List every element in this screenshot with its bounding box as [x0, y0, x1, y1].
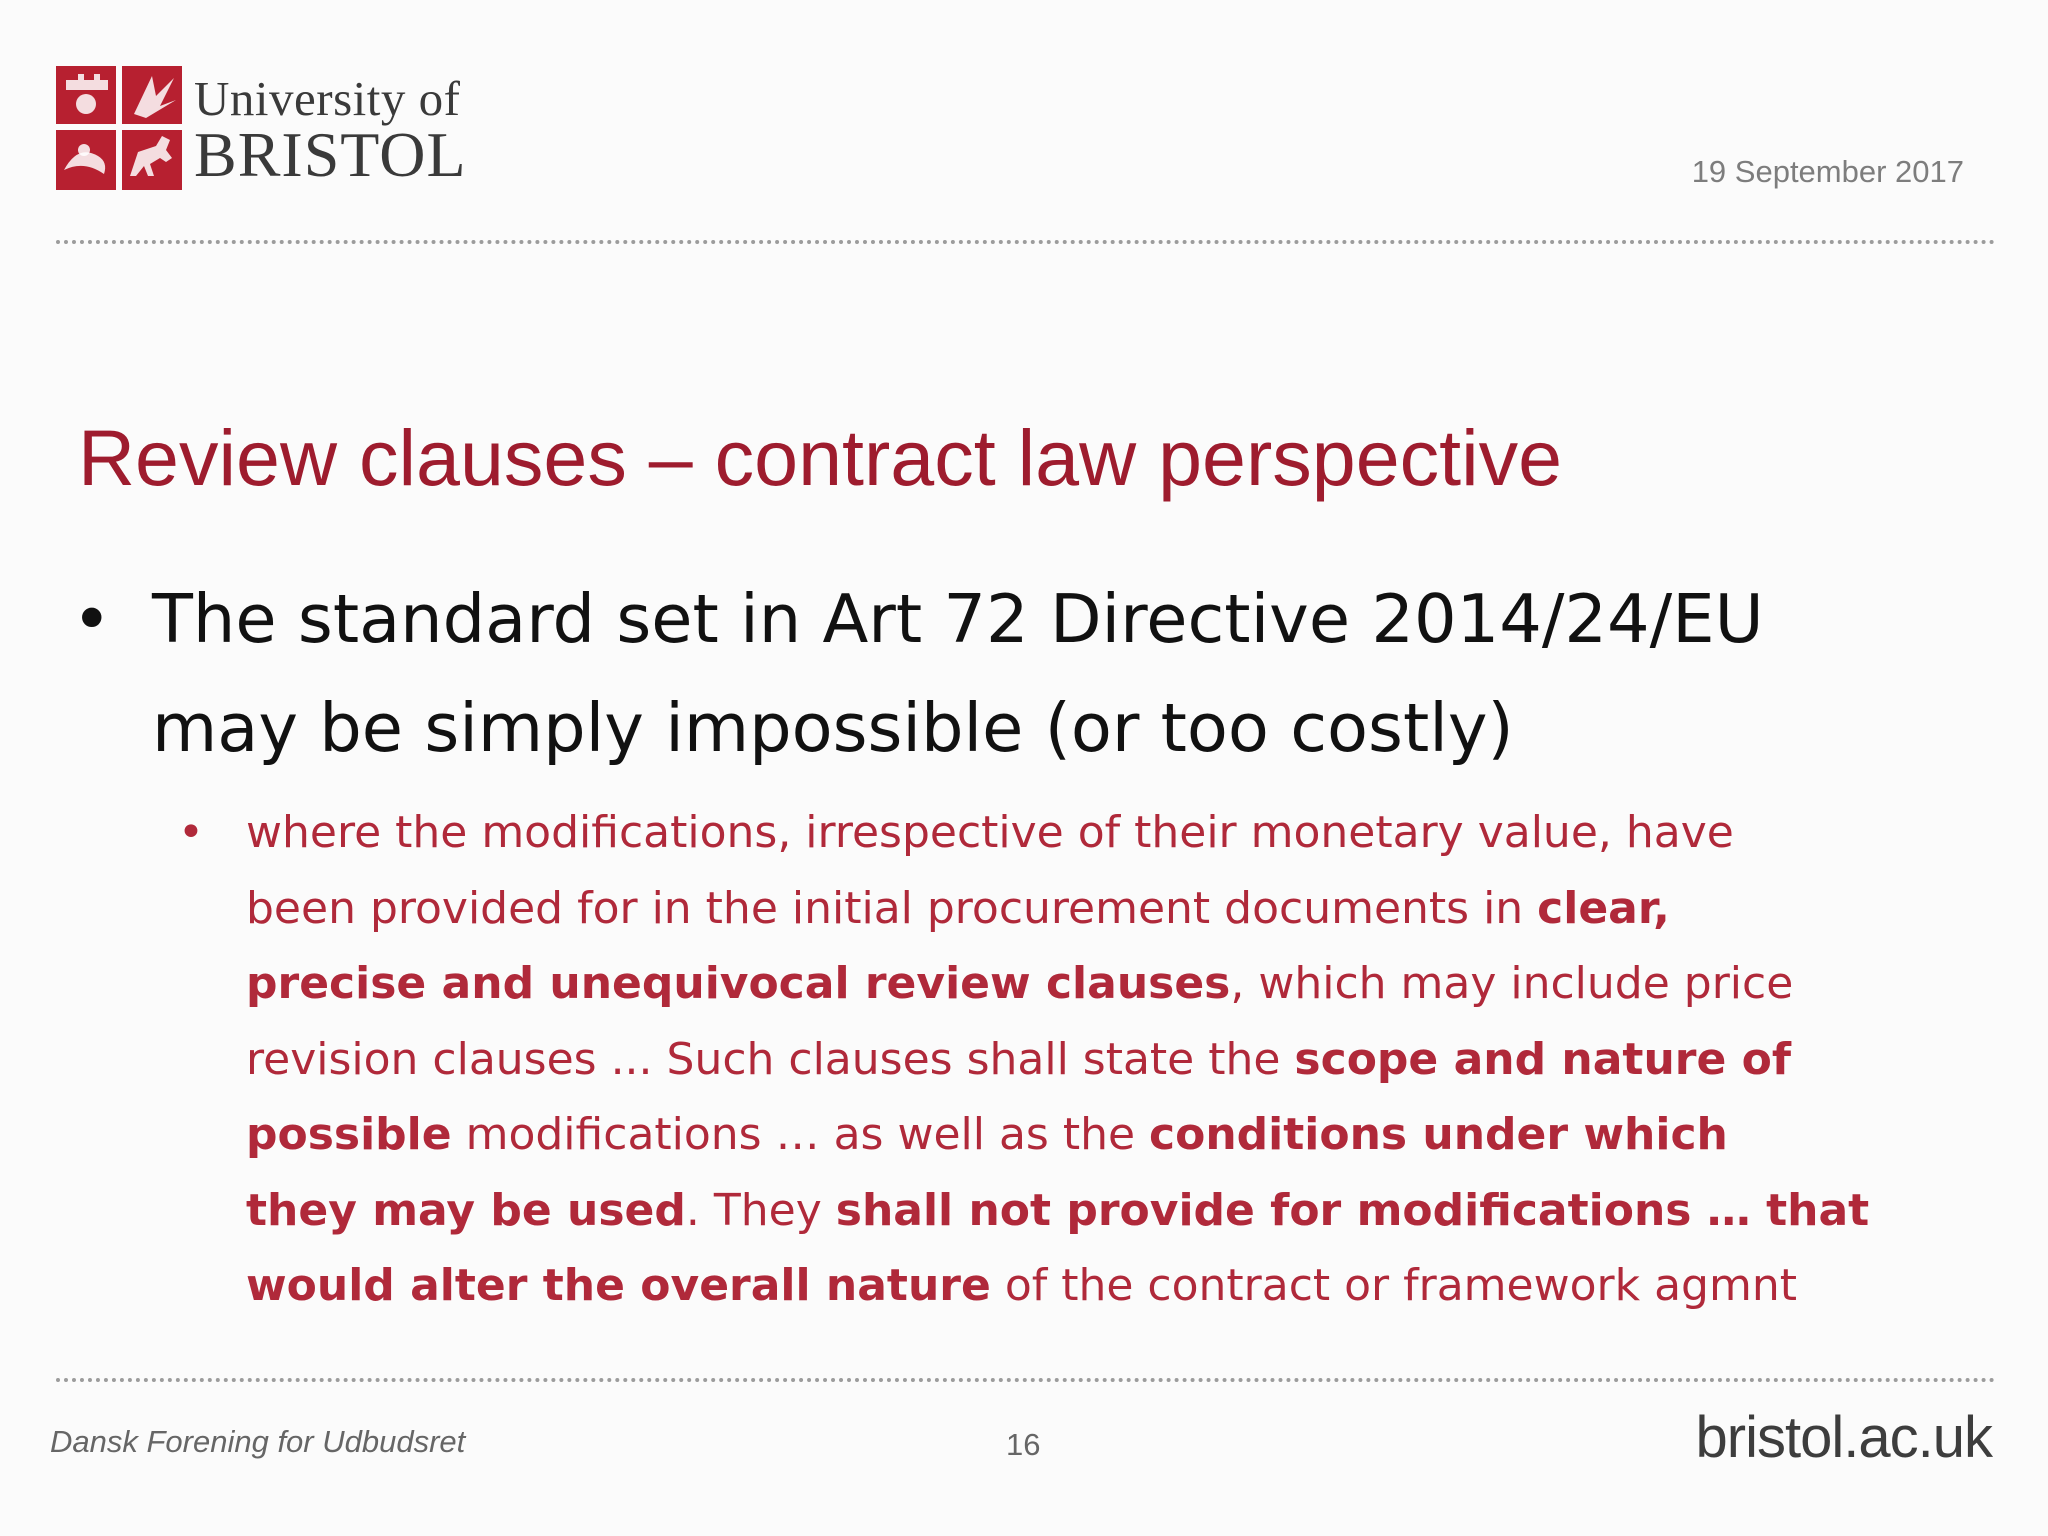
bullet-icon: •: [72, 580, 112, 658]
logo-line-university-of: University of: [194, 71, 461, 126]
sub-bullet-icon: •: [178, 807, 204, 858]
sub-bullet-emphasis: they may be used: [246, 1184, 686, 1236]
footer-website: bristol.ac.uk: [1695, 1405, 1992, 1470]
university-logo: [56, 66, 496, 192]
sub-bullet-emphasis: shall not provide for modifications … that: [835, 1184, 1870, 1236]
sub-bullet-emphasis: would alter the overall nature: [246, 1260, 991, 1311]
footer-organisation: Dansk Forening for Udbudsret: [50, 1424, 466, 1459]
logo-wordmark: [194, 71, 467, 190]
sub-bullet-line: [246, 795, 2006, 871]
sub-bullet-line: [246, 1022, 2006, 1098]
sub-bullet-emphasis: conditions under which: [1149, 1109, 1728, 1160]
sub-bullet-line: [246, 871, 2006, 947]
sub-bullet-segment: where the modifications, irrespective of their monetary value, have: [246, 807, 1734, 858]
sub-bullet-line: [246, 1097, 2006, 1173]
main-bullet-line: The standard set in Art 72 Directive 2014/24/EU: [152, 580, 1764, 658]
sub-bullet-text: [246, 795, 2006, 1324]
page-number: 16: [1006, 1427, 1041, 1462]
sub-bullet-emphasis: scope and nature of: [1294, 1033, 1792, 1085]
sub-bullet-line: [246, 1173, 2006, 1249]
sub-bullet-segment: of the contract or framework agmnt: [990, 1260, 1797, 1311]
sub-bullet-segment: been provided for in the initial procurement documents in: [246, 882, 1538, 934]
main-bullet-line: may be simply impossible (or too costly): [152, 689, 1514, 767]
sub-bullet-emphasis: clear,: [1537, 882, 1670, 934]
main-bullet-text: [152, 565, 2012, 783]
sub-bullet-line: [246, 1248, 2006, 1324]
sub-bullet-segment: modifications … as well as the: [451, 1109, 1150, 1160]
sub-bullet-line: [246, 946, 2006, 1022]
sub-bullet-segment: . They: [685, 1184, 836, 1236]
sub-bullet-segment: , which may include price: [1230, 958, 1794, 1009]
logo-line-bristol: BRISTOL: [194, 119, 467, 190]
slide-title: Review clauses – contract law perspective: [78, 413, 1563, 502]
sub-bullet-emphasis: possible: [246, 1109, 452, 1160]
sub-bullet-emphasis: precise and unequivocal review clauses: [246, 958, 1231, 1009]
sub-bullet-segment: revision clauses ... Such clauses shall state the: [246, 1033, 1295, 1085]
header-divider: [56, 240, 1996, 244]
slide-date: 19 September 2017: [1691, 154, 1964, 189]
bristol-shield-icon: [56, 66, 182, 190]
footer-divider: [56, 1378, 1996, 1382]
